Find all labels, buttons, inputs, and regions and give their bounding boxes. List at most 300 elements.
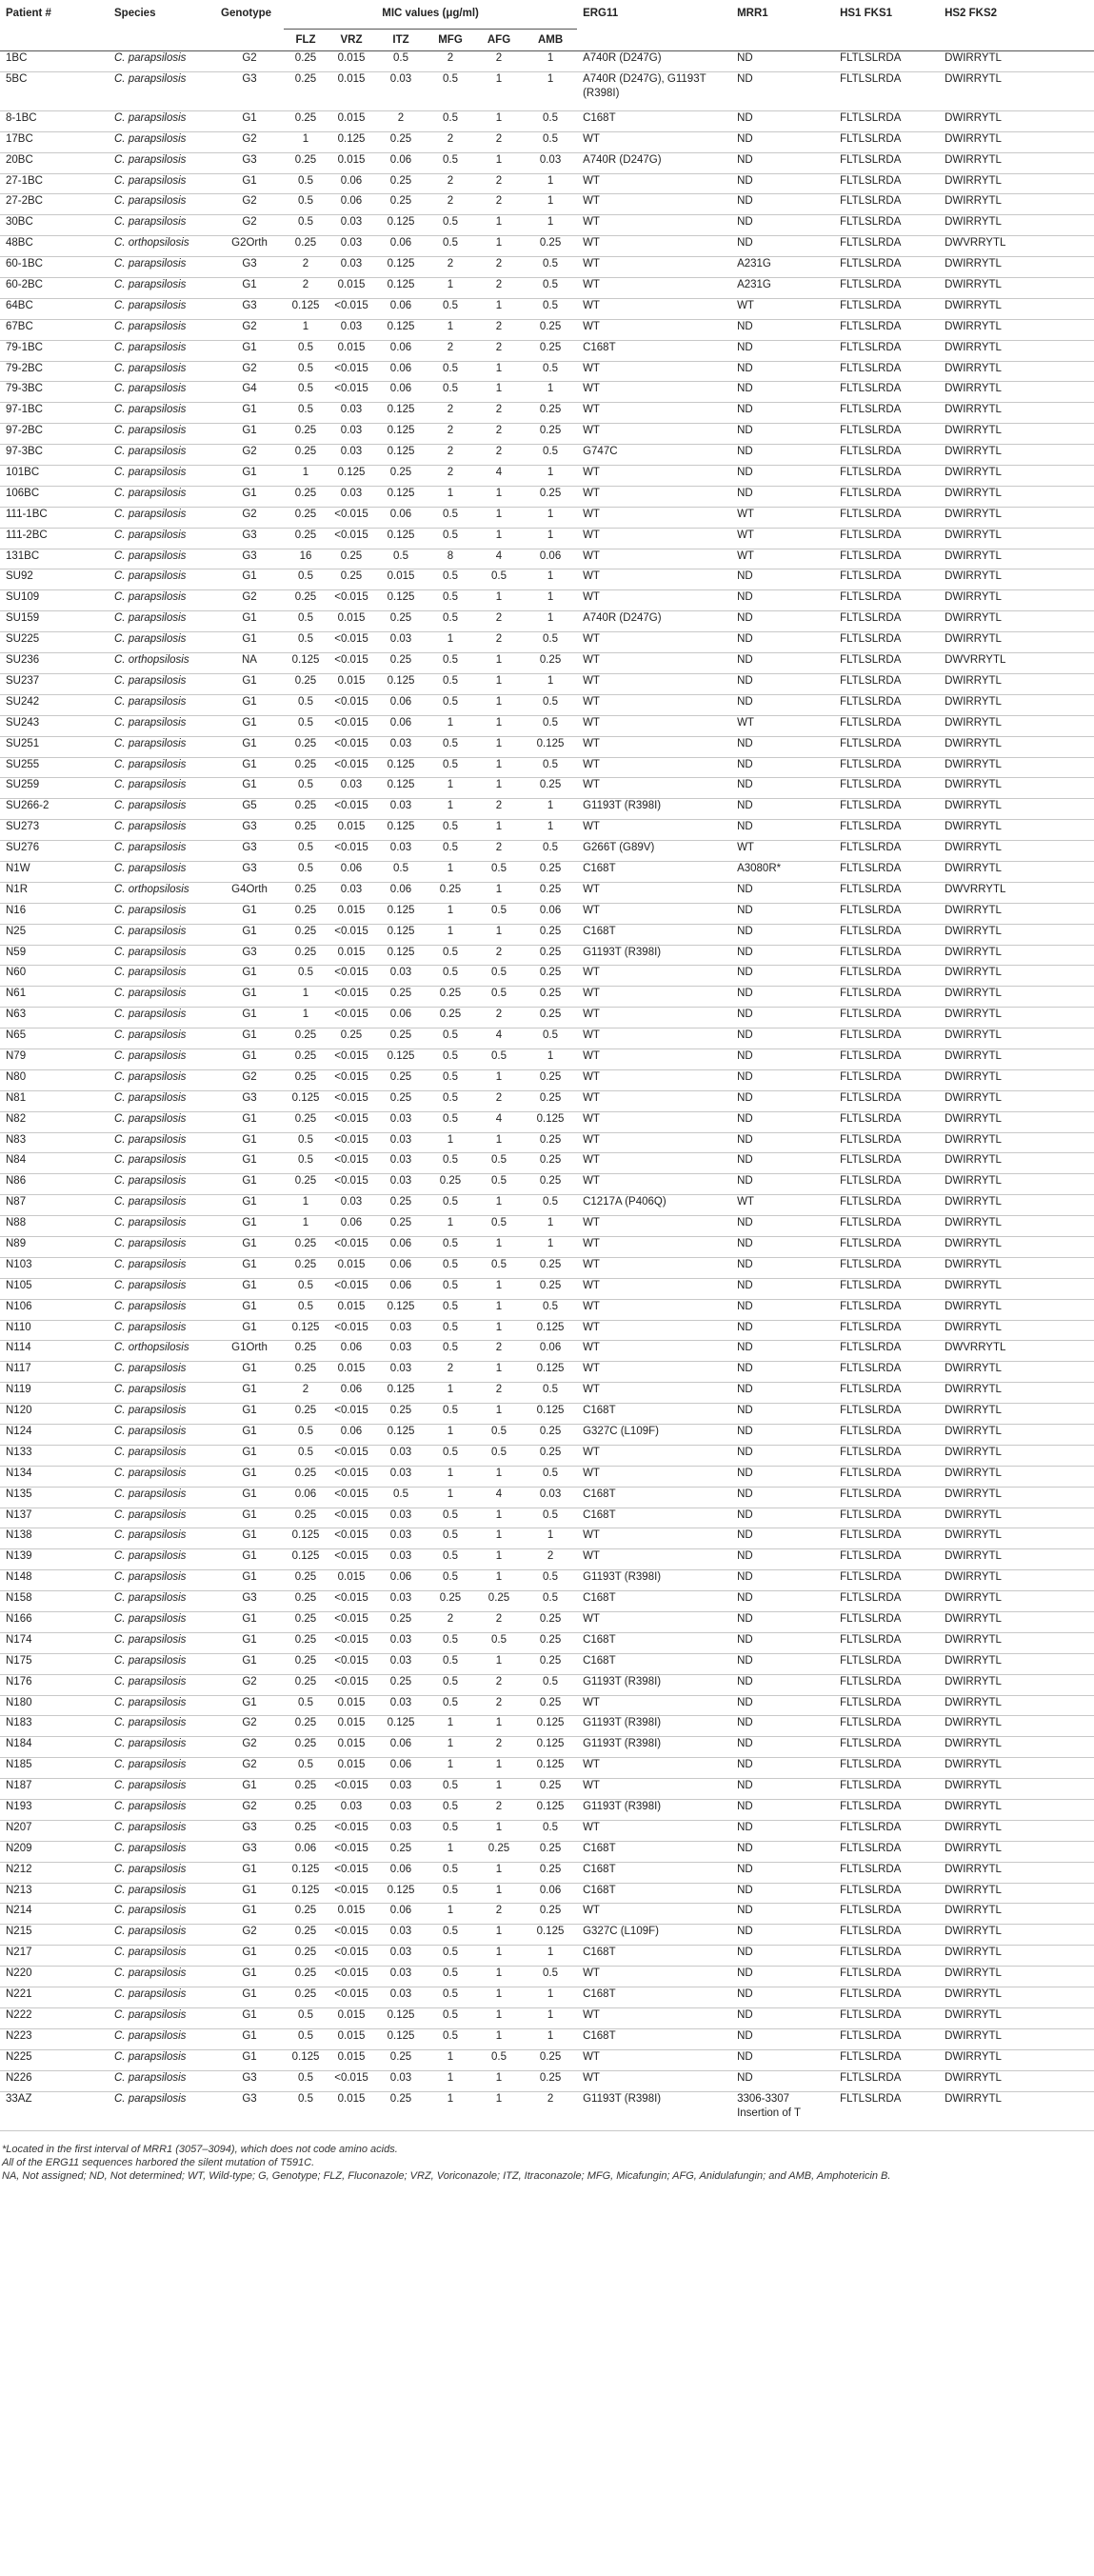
cell-mic-amb: 0.5 xyxy=(524,1466,577,1487)
cell-patient-id: 8-1BC xyxy=(0,110,109,131)
cell-genotype: G1 xyxy=(215,486,284,507)
cell-hs2-fks2: DWIRRYTL xyxy=(939,1111,1094,1132)
cell-genotype: G1Orth xyxy=(215,1341,284,1362)
cell-mic-flz: 2 xyxy=(284,1383,328,1404)
cell-mic-amb: 1 xyxy=(524,528,577,549)
cell-erg11: G327C (L109F) xyxy=(577,1425,731,1446)
cell-genotype: G1 xyxy=(215,569,284,590)
cell-mic-itz: 0.125 xyxy=(375,673,427,694)
cell-mic-amb: 1 xyxy=(524,466,577,487)
cell-species: C. parapsilosis xyxy=(109,715,215,736)
cell-mic-itz: 0.25 xyxy=(375,1404,427,1425)
cell-erg11: WT xyxy=(577,778,731,799)
table-row xyxy=(0,382,1094,403)
cell-species: C. parapsilosis xyxy=(109,1299,215,1320)
cell-mic-amb: 0.25 xyxy=(524,1904,577,1925)
cell-mic-itz: 0.125 xyxy=(375,445,427,466)
cell-patient-id: SU266-2 xyxy=(0,799,109,820)
cell-genotype: G2 xyxy=(215,1674,284,1695)
cell-mic-vrz: <0.015 xyxy=(328,694,375,715)
cell-hs1-fks1: FLTLSLRDA xyxy=(834,1946,939,1967)
cell-mrr1: ND xyxy=(731,1090,834,1111)
table-row xyxy=(0,1695,1094,1716)
cell-hs2-fks2: DWIRRYTL xyxy=(939,1841,1094,1862)
header-genotype: Genotype xyxy=(221,8,272,19)
cell-mic-itz: 0.03 xyxy=(375,1967,427,1987)
cell-mrr1: ND xyxy=(731,694,834,715)
cell-patient-id: N135 xyxy=(0,1487,109,1508)
table-row xyxy=(0,987,1094,1008)
cell-species: C. parapsilosis xyxy=(109,528,215,549)
cell-hs1-fks1: FLTLSLRDA xyxy=(834,1737,939,1758)
cell-hs1-fks1: FLTLSLRDA xyxy=(834,1257,939,1278)
table-row xyxy=(0,1216,1094,1237)
cell-mic-flz: 1 xyxy=(284,1195,328,1216)
cell-genotype: G1 xyxy=(215,694,284,715)
cell-mic-itz: 0.06 xyxy=(375,1862,427,1883)
cell-erg11: C168T xyxy=(577,110,731,131)
cell-erg11: WT xyxy=(577,382,731,403)
cell-mic-vrz: <0.015 xyxy=(328,1987,375,2008)
cell-mic-itz: 0.125 xyxy=(375,903,427,924)
cell-hs1-fks1: FLTLSLRDA xyxy=(834,382,939,403)
table-row xyxy=(0,1528,1094,1549)
cell-hs2-fks2: DWIRRYTL xyxy=(939,51,1094,72)
cell-mic-vrz: <0.015 xyxy=(328,966,375,987)
cell-mic-vrz: 0.03 xyxy=(328,257,375,278)
cell-species: C. parapsilosis xyxy=(109,340,215,361)
table-row xyxy=(0,757,1094,778)
cell-mic-flz: 0.25 xyxy=(284,445,328,466)
cell-mic-flz: 0.5 xyxy=(284,2091,328,2130)
cell-mic-vrz: 0.015 xyxy=(328,152,375,173)
cell-mic-afg: 1 xyxy=(474,1069,524,1090)
cell-mic-amb: 0.25 xyxy=(524,987,577,1008)
cell-mic-flz: 0.25 xyxy=(284,1048,328,1069)
cell-genotype: G2 xyxy=(215,131,284,152)
cell-mrr1: ND xyxy=(731,1278,834,1299)
cell-mrr1: ND xyxy=(731,1445,834,1466)
cell-species: C. parapsilosis xyxy=(109,1549,215,1570)
cell-hs2-fks2: DWIRRYTL xyxy=(939,131,1094,152)
cell-hs1-fks1: FLTLSLRDA xyxy=(834,966,939,987)
table-row xyxy=(0,1195,1094,1216)
table-row xyxy=(0,424,1094,445)
cell-patient-id: 5BC xyxy=(0,71,109,110)
cell-mic-afg: 4 xyxy=(474,1028,524,1049)
cell-mic-mfg: 8 xyxy=(427,549,474,569)
cell-mic-amb: 0.125 xyxy=(524,1111,577,1132)
cell-genotype: G1 xyxy=(215,1695,284,1716)
cell-hs1-fks1: FLTLSLRDA xyxy=(834,1904,939,1925)
cell-mic-flz: 1 xyxy=(284,1216,328,1237)
cell-species: C. parapsilosis xyxy=(109,215,215,236)
cell-mic-mfg: 0.5 xyxy=(427,1341,474,1362)
cell-mic-amb: 1 xyxy=(524,820,577,841)
cell-mic-afg: 1 xyxy=(474,1967,524,1987)
table-row xyxy=(0,51,1094,72)
cell-species: C. parapsilosis xyxy=(109,71,215,110)
cell-species: C. parapsilosis xyxy=(109,173,215,194)
cell-mic-afg: 1 xyxy=(474,1236,524,1257)
cell-mic-afg: 1 xyxy=(474,110,524,131)
cell-mic-itz: 0.25 xyxy=(375,466,427,487)
cell-genotype: G3 xyxy=(215,257,284,278)
cell-mic-amb: 0.03 xyxy=(524,1487,577,1508)
cell-mic-mfg: 0.5 xyxy=(427,1236,474,1257)
cell-mic-mfg: 1 xyxy=(427,1737,474,1758)
cell-erg11: G1193T (R398I) xyxy=(577,1737,731,1758)
cell-mic-vrz: 0.015 xyxy=(328,51,375,72)
cell-mrr1: ND xyxy=(731,987,834,1008)
cell-patient-id: N183 xyxy=(0,1716,109,1737)
cell-mic-mfg: 0.5 xyxy=(427,110,474,131)
cell-mic-mfg: 0.5 xyxy=(427,1069,474,1090)
cell-mrr1: ND xyxy=(731,1069,834,1090)
cell-patient-id: N176 xyxy=(0,1674,109,1695)
cell-mic-itz: 0.03 xyxy=(375,1508,427,1528)
header-mfg: MFG xyxy=(427,30,474,51)
cell-species: C. parapsilosis xyxy=(109,131,215,152)
cell-mic-amb: 0.25 xyxy=(524,1695,577,1716)
cell-mic-flz: 0.25 xyxy=(284,1737,328,1758)
cell-mic-mfg: 1 xyxy=(427,486,474,507)
cell-mic-afg: 0.5 xyxy=(474,903,524,924)
cell-hs2-fks2: DWIRRYTL xyxy=(939,757,1094,778)
cell-hs2-fks2: DWIRRYTL xyxy=(939,528,1094,549)
cell-genotype: G1 xyxy=(215,1111,284,1132)
cell-hs1-fks1: FLTLSLRDA xyxy=(834,1362,939,1383)
cell-mic-flz: 0.25 xyxy=(284,1570,328,1591)
cell-mrr1: ND xyxy=(731,1048,834,1069)
cell-species: C. parapsilosis xyxy=(109,632,215,653)
cell-mrr1: ND xyxy=(731,1132,834,1153)
cell-genotype: G2 xyxy=(215,445,284,466)
cell-mic-flz: 0.5 xyxy=(284,340,328,361)
cell-mrr1: ND xyxy=(731,590,834,611)
cell-species: C. parapsilosis xyxy=(109,1404,215,1425)
cell-mic-vrz: <0.015 xyxy=(328,1466,375,1487)
cell-mic-flz: 0.5 xyxy=(284,715,328,736)
cell-mic-mfg: 0.5 xyxy=(427,1320,474,1341)
cell-mic-vrz: 0.015 xyxy=(328,1570,375,1591)
cell-hs2-fks2: DWIRRYTL xyxy=(939,1195,1094,1216)
cell-species: C. parapsilosis xyxy=(109,799,215,820)
cell-mic-afg: 2 xyxy=(474,257,524,278)
cell-genotype: G1 xyxy=(215,1508,284,1528)
cell-genotype: G2 xyxy=(215,1716,284,1737)
cell-mic-afg: 4 xyxy=(474,1487,524,1508)
cell-mic-amb: 0.5 xyxy=(524,298,577,319)
cell-mic-amb: 1 xyxy=(524,1216,577,1237)
cell-patient-id: N60 xyxy=(0,966,109,987)
cell-patient-id: N16 xyxy=(0,903,109,924)
cell-mic-mfg: 0.5 xyxy=(427,820,474,841)
cell-mic-vrz: 0.06 xyxy=(328,861,375,882)
cell-genotype: G1 xyxy=(215,778,284,799)
cell-mic-amb: 0.5 xyxy=(524,715,577,736)
cell-mic-mfg: 0.5 xyxy=(427,966,474,987)
cell-erg11: G1193T (R398I) xyxy=(577,799,731,820)
cell-erg11: WT xyxy=(577,2070,731,2091)
table-row xyxy=(0,1383,1094,1404)
cell-hs1-fks1: FLTLSLRDA xyxy=(834,1549,939,1570)
cell-patient-id: 17BC xyxy=(0,131,109,152)
table-row xyxy=(0,632,1094,653)
table-row xyxy=(0,257,1094,278)
table-row xyxy=(0,1132,1094,1153)
cell-mic-itz: 0.03 xyxy=(375,1925,427,1946)
cell-mic-amb: 2 xyxy=(524,2091,577,2130)
cell-erg11: G747C xyxy=(577,445,731,466)
cell-mic-mfg: 1 xyxy=(427,861,474,882)
cell-mrr1: ND xyxy=(731,1967,834,1987)
cell-mrr1: ND xyxy=(731,1383,834,1404)
cell-hs2-fks2: DWIRRYTL xyxy=(939,1028,1094,1049)
cell-mic-amb: 0.25 xyxy=(524,778,577,799)
cell-hs2-fks2: DWIRRYTL xyxy=(939,1653,1094,1674)
cell-genotype: G1 xyxy=(215,924,284,945)
cell-genotype: G3 xyxy=(215,528,284,549)
cell-mic-mfg: 0.5 xyxy=(427,361,474,382)
cell-mic-itz: 0.25 xyxy=(375,2091,427,2130)
cell-erg11: WT xyxy=(577,590,731,611)
cell-mic-vrz: 0.015 xyxy=(328,2007,375,2028)
cell-erg11: WT xyxy=(577,2049,731,2070)
cell-hs2-fks2: DWIRRYTL xyxy=(939,945,1094,966)
cell-genotype: G3 xyxy=(215,2091,284,2130)
cell-patient-id: 97-2BC xyxy=(0,424,109,445)
cell-mic-itz: 0.06 xyxy=(375,1236,427,1257)
cell-erg11: A740R (D247G) xyxy=(577,51,731,72)
cell-hs2-fks2: DWIRRYTL xyxy=(939,632,1094,653)
table-row xyxy=(0,1758,1094,1779)
cell-patient-id: N88 xyxy=(0,1216,109,1237)
cell-hs2-fks2: DWIRRYTL xyxy=(939,1987,1094,2008)
cell-mic-afg: 1 xyxy=(474,1570,524,1591)
cell-mic-amb: 1 xyxy=(524,673,577,694)
cell-mic-itz: 0.03 xyxy=(375,1591,427,1612)
cell-hs2-fks2: DWIRRYTL xyxy=(939,1132,1094,1153)
header-hs1-fks1: HS1 FKS1 xyxy=(840,8,893,19)
cell-hs1-fks1: FLTLSLRDA xyxy=(834,1570,939,1591)
cell-mic-flz: 0.125 xyxy=(284,1528,328,1549)
cell-erg11: WT xyxy=(577,486,731,507)
cell-mic-itz: 0.06 xyxy=(375,361,427,382)
cell-species: C. parapsilosis xyxy=(109,987,215,1008)
cell-mrr1: ND xyxy=(731,569,834,590)
cell-mrr1: ND xyxy=(731,903,834,924)
cell-mic-afg: 2 xyxy=(474,1800,524,1821)
cell-species: C. parapsilosis xyxy=(109,1841,215,1862)
cell-hs1-fks1: FLTLSLRDA xyxy=(834,1653,939,1674)
cell-erg11: C1217A (P406Q) xyxy=(577,1195,731,1216)
cell-mrr1: ND xyxy=(731,757,834,778)
cell-mic-flz: 0.125 xyxy=(284,1862,328,1883)
cell-mic-flz: 0.5 xyxy=(284,1278,328,1299)
cell-mrr1: 3306-3307 Insertion of T xyxy=(731,2091,834,2130)
cell-erg11: WT xyxy=(577,236,731,257)
cell-mic-flz: 0.5 xyxy=(284,2070,328,2091)
cell-mic-amb: 0.03 xyxy=(524,152,577,173)
cell-mic-amb: 0.125 xyxy=(524,1320,577,1341)
cell-hs2-fks2: DWIRRYTL xyxy=(939,924,1094,945)
cell-mic-afg: 0.5 xyxy=(474,1174,524,1195)
cell-mic-amb: 0.5 xyxy=(524,1820,577,1841)
cell-mic-afg: 2 xyxy=(474,340,524,361)
cell-hs1-fks1: FLTLSLRDA xyxy=(834,924,939,945)
table-row xyxy=(0,1090,1094,1111)
cell-hs1-fks1: FLTLSLRDA xyxy=(834,528,939,549)
cell-mic-afg: 1 xyxy=(474,1362,524,1383)
cell-species: C. parapsilosis xyxy=(109,757,215,778)
cell-hs2-fks2: DWIRRYTL xyxy=(939,1008,1094,1028)
cell-species: C. parapsilosis xyxy=(109,590,215,611)
cell-mic-itz: 0.06 xyxy=(375,1570,427,1591)
cell-mic-itz: 0.03 xyxy=(375,1820,427,1841)
cell-erg11: G1193T (R398I) xyxy=(577,1674,731,1695)
cell-mic-flz: 0.5 xyxy=(284,569,328,590)
cell-mic-itz: 0.03 xyxy=(375,1987,427,2008)
table-row xyxy=(0,507,1094,528)
cell-patient-id: N226 xyxy=(0,2070,109,2091)
cell-hs1-fks1: FLTLSLRDA xyxy=(834,236,939,257)
cell-hs2-fks2: DWIRRYTL xyxy=(939,152,1094,173)
cell-mic-afg: 1 xyxy=(474,882,524,903)
cell-mic-vrz: <0.015 xyxy=(328,1591,375,1612)
cell-mic-itz: 0.125 xyxy=(375,1883,427,1904)
cell-mic-flz: 2 xyxy=(284,278,328,299)
cell-species: C. parapsilosis xyxy=(109,2028,215,2049)
cell-hs2-fks2: DWIRRYTL xyxy=(939,1549,1094,1570)
cell-mic-afg: 1 xyxy=(474,298,524,319)
cell-mic-mfg: 0.5 xyxy=(427,611,474,632)
cell-mic-amb: 0.25 xyxy=(524,882,577,903)
cell-mic-vrz: <0.015 xyxy=(328,1111,375,1132)
cell-mic-flz: 0.5 xyxy=(284,861,328,882)
cell-mic-vrz: <0.015 xyxy=(328,653,375,674)
cell-hs1-fks1: FLTLSLRDA xyxy=(834,298,939,319)
cell-erg11: WT xyxy=(577,1257,731,1278)
cell-mrr1: ND xyxy=(731,1862,834,1883)
cell-patient-id: N215 xyxy=(0,1925,109,1946)
cell-mrr1: ND xyxy=(731,1174,834,1195)
cell-mic-vrz: 0.03 xyxy=(328,424,375,445)
cell-mic-flz: 0.25 xyxy=(284,51,328,72)
cell-mic-afg: 0.5 xyxy=(474,1257,524,1278)
cell-species: C. orthopsilosis xyxy=(109,1341,215,1362)
cell-mic-afg: 1 xyxy=(474,1820,524,1841)
cell-mic-amb: 0.5 xyxy=(524,757,577,778)
cell-genotype: G1 xyxy=(215,966,284,987)
cell-mic-amb: 0.5 xyxy=(524,1383,577,1404)
cell-mic-mfg: 1 xyxy=(427,1841,474,1862)
cell-mic-afg: 2 xyxy=(474,1090,524,1111)
cell-species: C. parapsilosis xyxy=(109,1674,215,1695)
cell-patient-id: N82 xyxy=(0,1111,109,1132)
cell-species: C. parapsilosis xyxy=(109,569,215,590)
cell-mic-flz: 0.25 xyxy=(284,820,328,841)
cell-hs1-fks1: FLTLSLRDA xyxy=(834,152,939,173)
cell-erg11: WT xyxy=(577,1174,731,1195)
cell-mic-flz: 0.25 xyxy=(284,1508,328,1528)
cell-hs1-fks1: FLTLSLRDA xyxy=(834,403,939,424)
cell-hs1-fks1: FLTLSLRDA xyxy=(834,757,939,778)
cell-mic-vrz: 0.015 xyxy=(328,2091,375,2130)
cell-species: C. parapsilosis xyxy=(109,778,215,799)
cell-species: C. parapsilosis xyxy=(109,507,215,528)
cell-hs2-fks2: DWIRRYTL xyxy=(939,841,1094,862)
cell-mic-mfg: 0.5 xyxy=(427,1632,474,1653)
cell-mic-flz: 0.25 xyxy=(284,1028,328,1049)
table-row xyxy=(0,152,1094,173)
cell-species: C. parapsilosis xyxy=(109,1090,215,1111)
cell-mic-vrz: <0.015 xyxy=(328,1612,375,1633)
cell-patient-id: N103 xyxy=(0,1257,109,1278)
cell-hs1-fks1: FLTLSLRDA xyxy=(834,215,939,236)
cell-mic-afg: 1 xyxy=(474,1883,524,1904)
cell-mic-mfg: 2 xyxy=(427,194,474,215)
cell-mic-afg: 1 xyxy=(474,1466,524,1487)
cell-mrr1: ND xyxy=(731,51,834,72)
cell-erg11: WT xyxy=(577,1341,731,1362)
cell-mic-amb: 0.25 xyxy=(524,236,577,257)
cell-mic-mfg: 0.25 xyxy=(427,987,474,1008)
cell-erg11: WT xyxy=(577,715,731,736)
cell-mic-amb: 0.06 xyxy=(524,1883,577,1904)
cell-hs2-fks2: DWIRRYTL xyxy=(939,1508,1094,1528)
cell-patient-id: SU255 xyxy=(0,757,109,778)
cell-mic-vrz: 0.06 xyxy=(328,1425,375,1446)
cell-mic-vrz: <0.015 xyxy=(328,1528,375,1549)
cell-mic-afg: 1 xyxy=(474,2028,524,2049)
cell-mic-afg: 1 xyxy=(474,590,524,611)
cell-genotype: G2 xyxy=(215,1737,284,1758)
cell-mic-mfg: 0.5 xyxy=(427,1862,474,1883)
cell-mic-afg: 1 xyxy=(474,2007,524,2028)
cell-mrr1: WT xyxy=(731,507,834,528)
cell-genotype: G1 xyxy=(215,1257,284,1278)
cell-mic-vrz: <0.015 xyxy=(328,1779,375,1800)
cell-mic-flz: 0.25 xyxy=(284,1236,328,1257)
cell-patient-id: N65 xyxy=(0,1028,109,1049)
cell-mic-afg: 1 xyxy=(474,1299,524,1320)
table-row xyxy=(0,1341,1094,1362)
cell-mic-itz: 0.125 xyxy=(375,778,427,799)
cell-mic-mfg: 0.5 xyxy=(427,1445,474,1466)
cell-hs1-fks1: FLTLSLRDA xyxy=(834,2070,939,2091)
cell-hs1-fks1: FLTLSLRDA xyxy=(834,507,939,528)
cell-species: C. parapsilosis xyxy=(109,1758,215,1779)
cell-mic-afg: 4 xyxy=(474,549,524,569)
header-vrz: VRZ xyxy=(328,30,375,51)
cell-hs2-fks2: DWVRRYTL xyxy=(939,1341,1094,1362)
table-row xyxy=(0,1800,1094,1821)
cell-erg11: WT xyxy=(577,569,731,590)
cell-species: C. parapsilosis xyxy=(109,903,215,924)
cell-mic-afg: 2 xyxy=(474,799,524,820)
cell-mic-afg: 1 xyxy=(474,1987,524,2008)
cell-hs1-fks1: FLTLSLRDA xyxy=(834,424,939,445)
cell-hs1-fks1: FLTLSLRDA xyxy=(834,1195,939,1216)
table-row xyxy=(0,924,1094,945)
cell-mic-mfg: 2 xyxy=(427,403,474,424)
cell-mic-vrz: 0.015 xyxy=(328,903,375,924)
cell-hs2-fks2: DWIRRYTL xyxy=(939,590,1094,611)
cell-mic-vrz: 0.03 xyxy=(328,445,375,466)
cell-mic-amb: 0.06 xyxy=(524,1341,577,1362)
cell-mic-amb: 1 xyxy=(524,1987,577,2008)
